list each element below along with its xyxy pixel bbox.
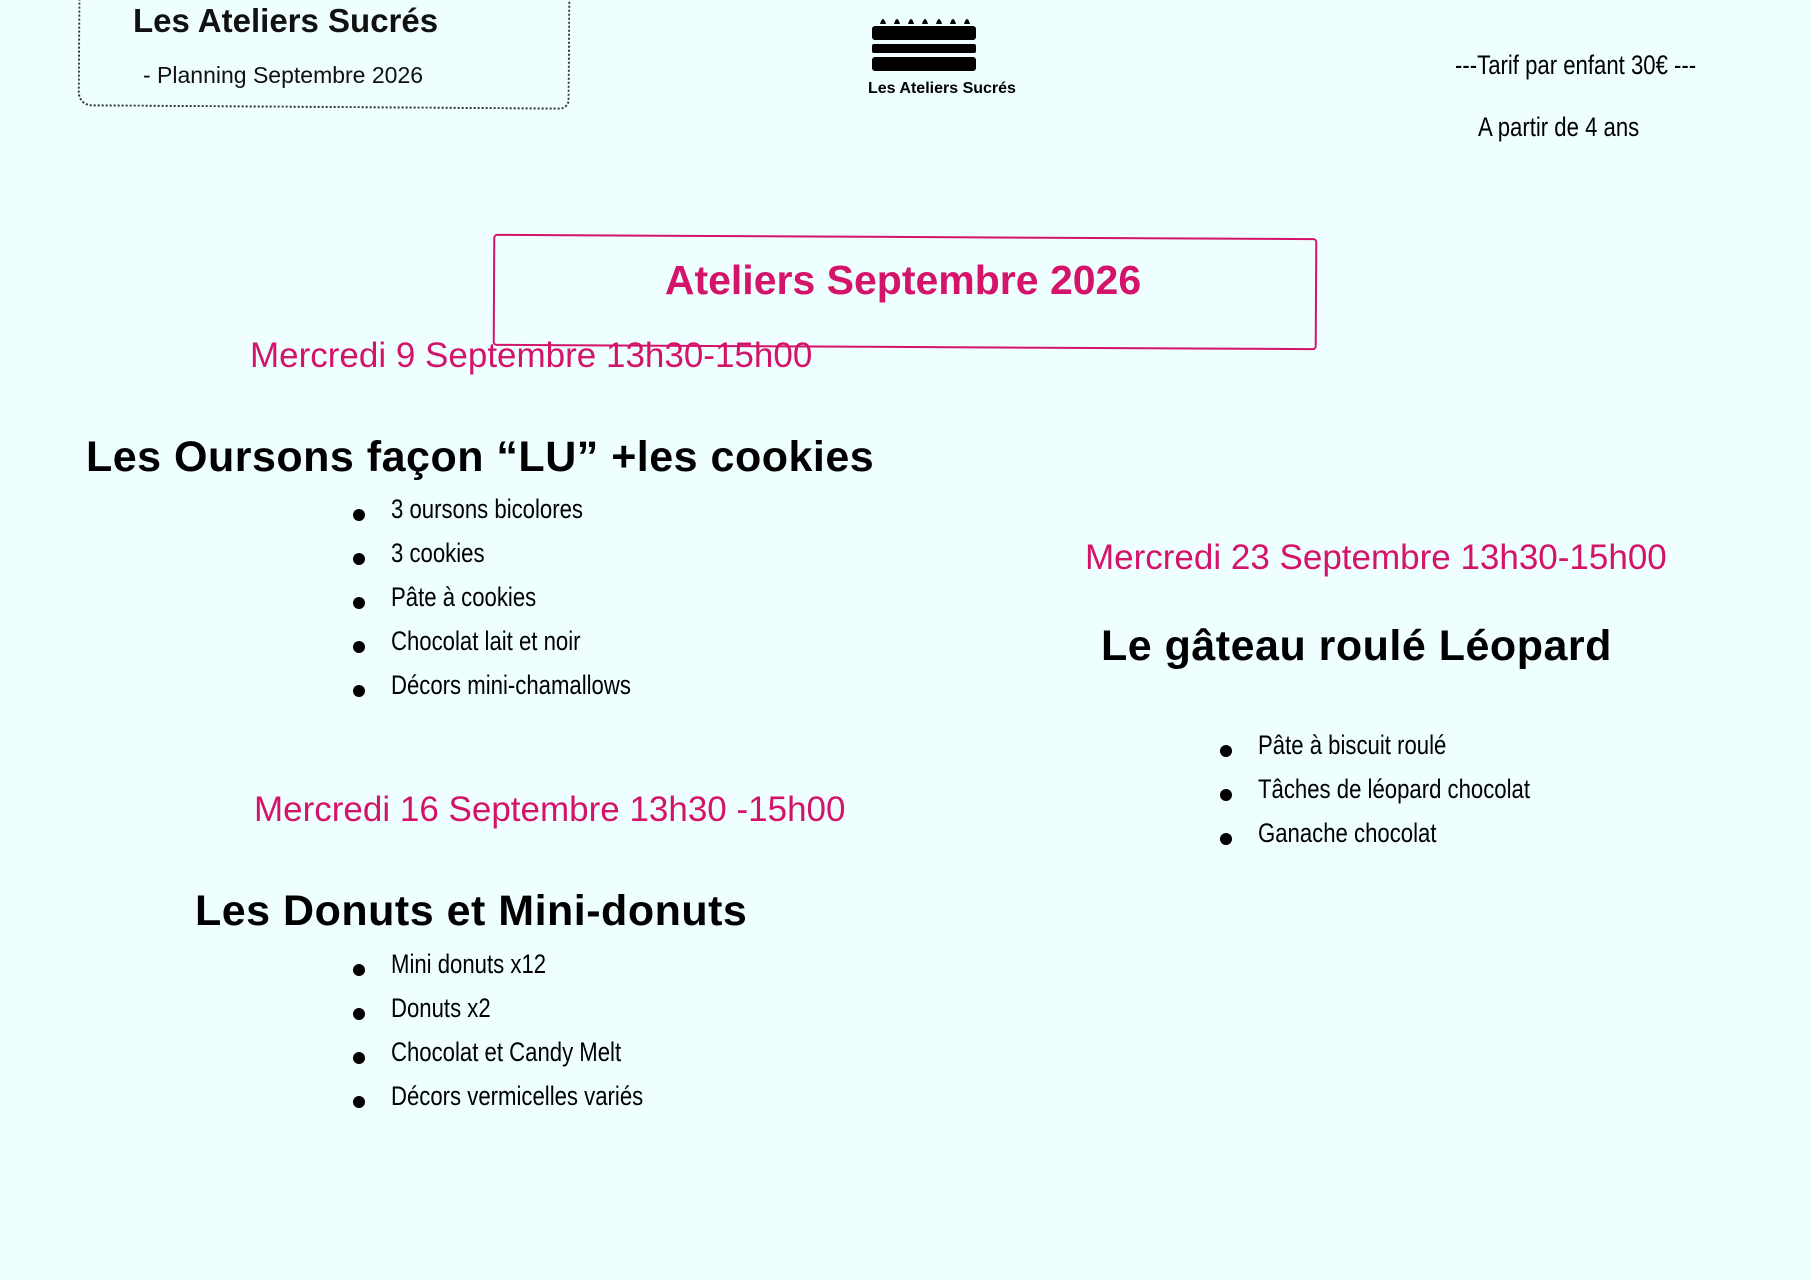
workshop-title: Les Donuts et Mini-donuts	[195, 887, 748, 935]
brand-title: Les Ateliers Sucrés	[133, 2, 439, 39]
logo-caption: Les Ateliers Sucrés	[868, 80, 1016, 97]
age-requirement: A partir de 4 ans	[1478, 112, 1640, 142]
page-title: Ateliers Septembre 2026	[664, 257, 1142, 303]
workshop-date: Mercredi 9 Septembre 13h30-15h00	[250, 336, 813, 375]
cake-icon	[868, 6, 980, 74]
bullet-icon	[1220, 789, 1232, 801]
logo	[868, 6, 1016, 98]
bullet-icon	[353, 685, 365, 697]
bullet-icon	[353, 1008, 365, 1020]
bullet-icon	[353, 597, 365, 609]
bullet-icon	[353, 509, 365, 521]
bullet-icon	[353, 964, 365, 976]
bullet-icon	[1220, 833, 1232, 845]
planning-subtitle: - Planning Septembre 2026	[143, 62, 424, 88]
price-per-child: ---Tarif par enfant 30€ ---	[1455, 50, 1697, 80]
bullet-icon	[353, 641, 365, 653]
workshop-date: Mercredi 16 Septembre 13h30 -15h00	[254, 790, 846, 829]
workshop-date: Mercredi 23 Septembre 13h30-15h00	[1085, 538, 1667, 577]
bullet-icon	[353, 1052, 365, 1064]
workshop-title: Le gâteau roulé Léopard	[1101, 622, 1612, 670]
bullet-icon	[353, 1096, 365, 1108]
workshop-title: Les Oursons façon “LU” +les cookies	[86, 433, 875, 481]
bullet-icon	[353, 553, 365, 565]
bullet-icon	[1220, 745, 1232, 757]
